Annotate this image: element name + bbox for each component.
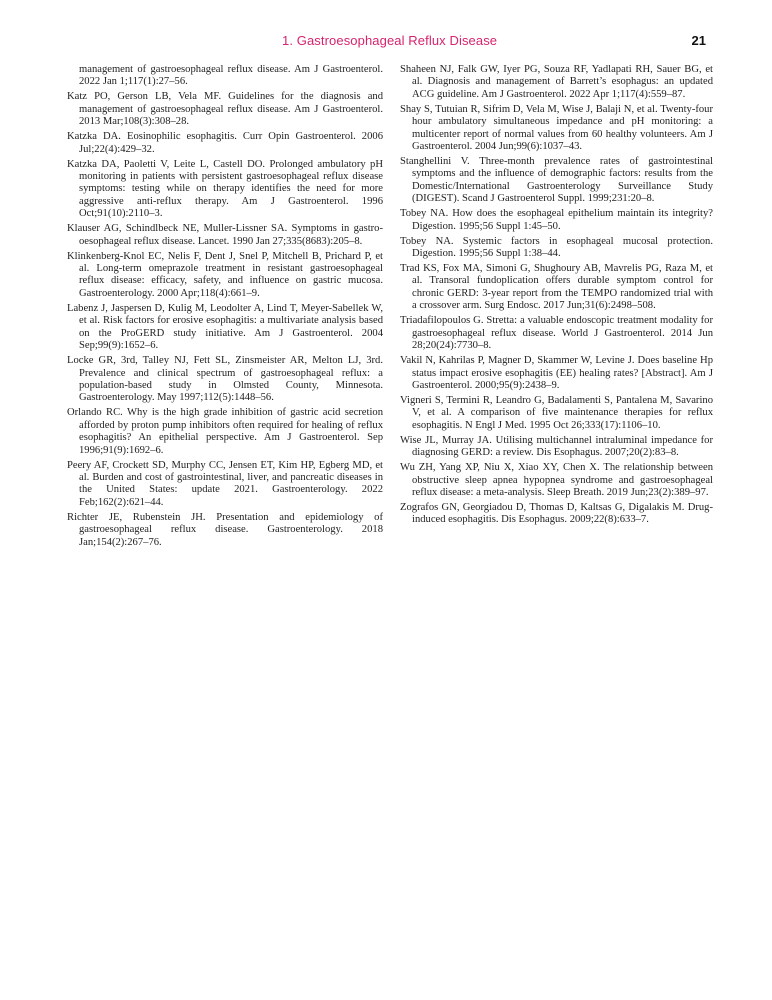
reference-entry: Wu ZH, Yang XP, Niu X, Xiao XY, Chen X. The relationship between obstructive sleep apnea hypopnea syndrome and gastroesophageal reflux disease: a meta-analysis. Sleep Breath. 2019 Jun;23(2):389–97.	[400, 462, 713, 498]
reference-entry: Vakil N, Kahrilas P, Magner D, Skammer W, Levine J. Does baseline Hp status impact erosive esophagitis (EE) healing rates? [Abstract]. Am J Gastroenterol. 2000;95(9):2438–9.	[400, 355, 713, 391]
reference-entry: Katzka DA, Paoletti V, Leite L, Castell DO. Prolonged ambulatory pH monitoring in patients with persistent gastroesophageal reflux disease symptoms: testing while on therapy identifies the need for more aggressive anti-reflux therapy. Am J Gastroenterol. 1996 Oct;91(10):2110–3.	[67, 158, 383, 220]
reference-entry: Stanghellini V. Three-month prevalence rates of gastrointestinal symptoms and the influence of demographic factors: results from the Domestic/International Gastroenterology Surveillance Study (DIGEST). Scand J Gastroenterol Suppl. 1999;231:20–8.	[400, 156, 713, 205]
reference-entry: Tobey NA. Systemic factors in esophageal mucosal protection. Digestion. 1995;56 Suppl 1:38–44.	[400, 235, 713, 260]
reference-entry: Katzka DA. Eosinophilic esophagitis. Curr Opin Gastroenterol. 2006 Jul;22(4):429–32.	[67, 131, 383, 155]
reference-entry: Katz PO, Gerson LB, Vela MF. Guidelines for the diagnosis and management of gastroesophageal reflux disease. Am J Gastroenterol. 2013 Mar;108(3):308–28.	[67, 91, 383, 128]
reference-entry: Shaheen NJ, Falk GW, Iyer PG, Souza RF, Yadlapati RH, Sauer BG, et al. Diagnosis and management of Barrett’s esophagus: an updated ACG guideline. Am J Gastroenterol. 2022 Apr 1;117(4):559–87.	[400, 64, 713, 100]
running-header	[0, 33, 772, 53]
reference-entry: Locke GR, 3rd, Talley NJ, Fett SL, Zinsmeister AR, Melton LJ, 3rd. Prevalence and clinical spectrum of gastroesophageal reflux: a population-based study in Olmsted County, Minnesota. Gastroenterology. May 1997;112(5):1448–56.	[67, 355, 383, 404]
reference-entry: Richter JE, Rubenstein JH. Presentation and epidemiology of gastroesophageal reflux disease. Gastroenterology. 2018 Jan;154(2):267–76.	[67, 511, 383, 548]
reference-entry: management of gastroesophageal reflux disease. Am J Gastroenterol. 2022 Jan 1;117(1):27–56.	[79, 64, 383, 88]
reference-entry: Shay S, Tutuian R, Sifrim D, Vela M, Wise J, Balaji N, et al. Twenty-four hour ambulatory simultaneous impedance and pH monitoring: a multicenter report of normal values from 60 healthy volunteers. Am J Gastroenterol. 2004 Jun;99(6):1037–43.	[400, 103, 713, 153]
reference-entry: Wise JL, Murray JA. Utilising multichannel intraluminal impedance for diagnosing GERD: a review. Dis Esophagus. 2007;20(2):83–8.	[400, 434, 713, 459]
reference-entry: Zografos GN, Georgiadou D, Thomas D, Kaltsas G, Digalakis M. Drug-induced esophagitis. Dis Esophagus. 2009;22(8):633–7.	[400, 501, 713, 526]
reference-entry: Klauser AG, Schindlbeck NE, Muller-Lissner SA. Symptoms in gastro-oesophageal reflux disease. Lancet. 1990 Jan 27;335(8683):205–8.	[67, 223, 383, 247]
reference-entry: Peery AF, Crockett SD, Murphy CC, Jensen ET, Kim HP, Egberg MD, et al. Burden and cost of gastrointestinal, liver, and pancreatic diseases in the United States: update 2021. Gastroenterology. 2022 Feb;162(2):621–44.	[67, 459, 383, 508]
reference-entry: Trad KS, Fox MA, Simoni G, Shughoury AB, Mavrelis PG, Raza M, et al. Transoral fundoplication offers durable symptom control for chronic GERD: 3-year report from the TEMPO randomized trial with a crossover arm. Surg Endosc. 2017 Jun;31(6):2498–508.	[400, 263, 713, 312]
reference-entry: Triadafilopoulos G. Stretta: a valuable endoscopic treatment modality for gastroesophageal reflux disease. World J Gastroenterol. 2014 Jun 28;20(24):7730–8.	[400, 315, 713, 352]
reference-entry: Orlando RC. Why is the high grade inhibition of gastric acid secretion afforded by proton pump inhibitors often required for healing of reflux esophagitis? An epithelial perspective. Am J Gastroenterol. Sep 1996;91(9):1692–6.	[67, 407, 383, 456]
page-number: 21	[691, 33, 706, 48]
references-column-left	[67, 64, 383, 552]
reference-entry: Vigneri S, Termini R, Leandro G, Badalamenti S, Pantalena M, Savarino V, et al. A comparison of five maintenance therapies for reflux esophagitis. N Engl J Med. 1995 Oct 26;333(17):1106–10.	[400, 394, 713, 431]
reference-entry: Tobey NA. How does the esophageal epithelium maintain its integrity? Digestion. 1995;56 Suppl 1:45–50.	[400, 208, 713, 232]
reference-entry: Labenz J, Jaspersen D, Kulig M, Leodolter A, Lind T, Meyer-Sabellek W, et al. Risk factors for erosive esophagitis: a multivariate analysis based on the ProGERD study initiative. Am J Gastroenterol. 2004 Sep;99(9):1652–6.	[67, 302, 383, 352]
chapter-title: 1. Gastroesophageal Reflux Disease	[282, 33, 498, 48]
reference-entry: Klinkenberg-Knol EC, Nelis F, Dent J, Snel P, Mitchell B, Prichard P, et al. Long-term omeprazole treatment in resistant gastroesophageal reflux disease: efficacy, safety, and influence on gastric mucosa. Gastroenterology. 2000 Apr;118(4):661–9.	[67, 250, 383, 299]
references-column-right	[400, 64, 713, 529]
